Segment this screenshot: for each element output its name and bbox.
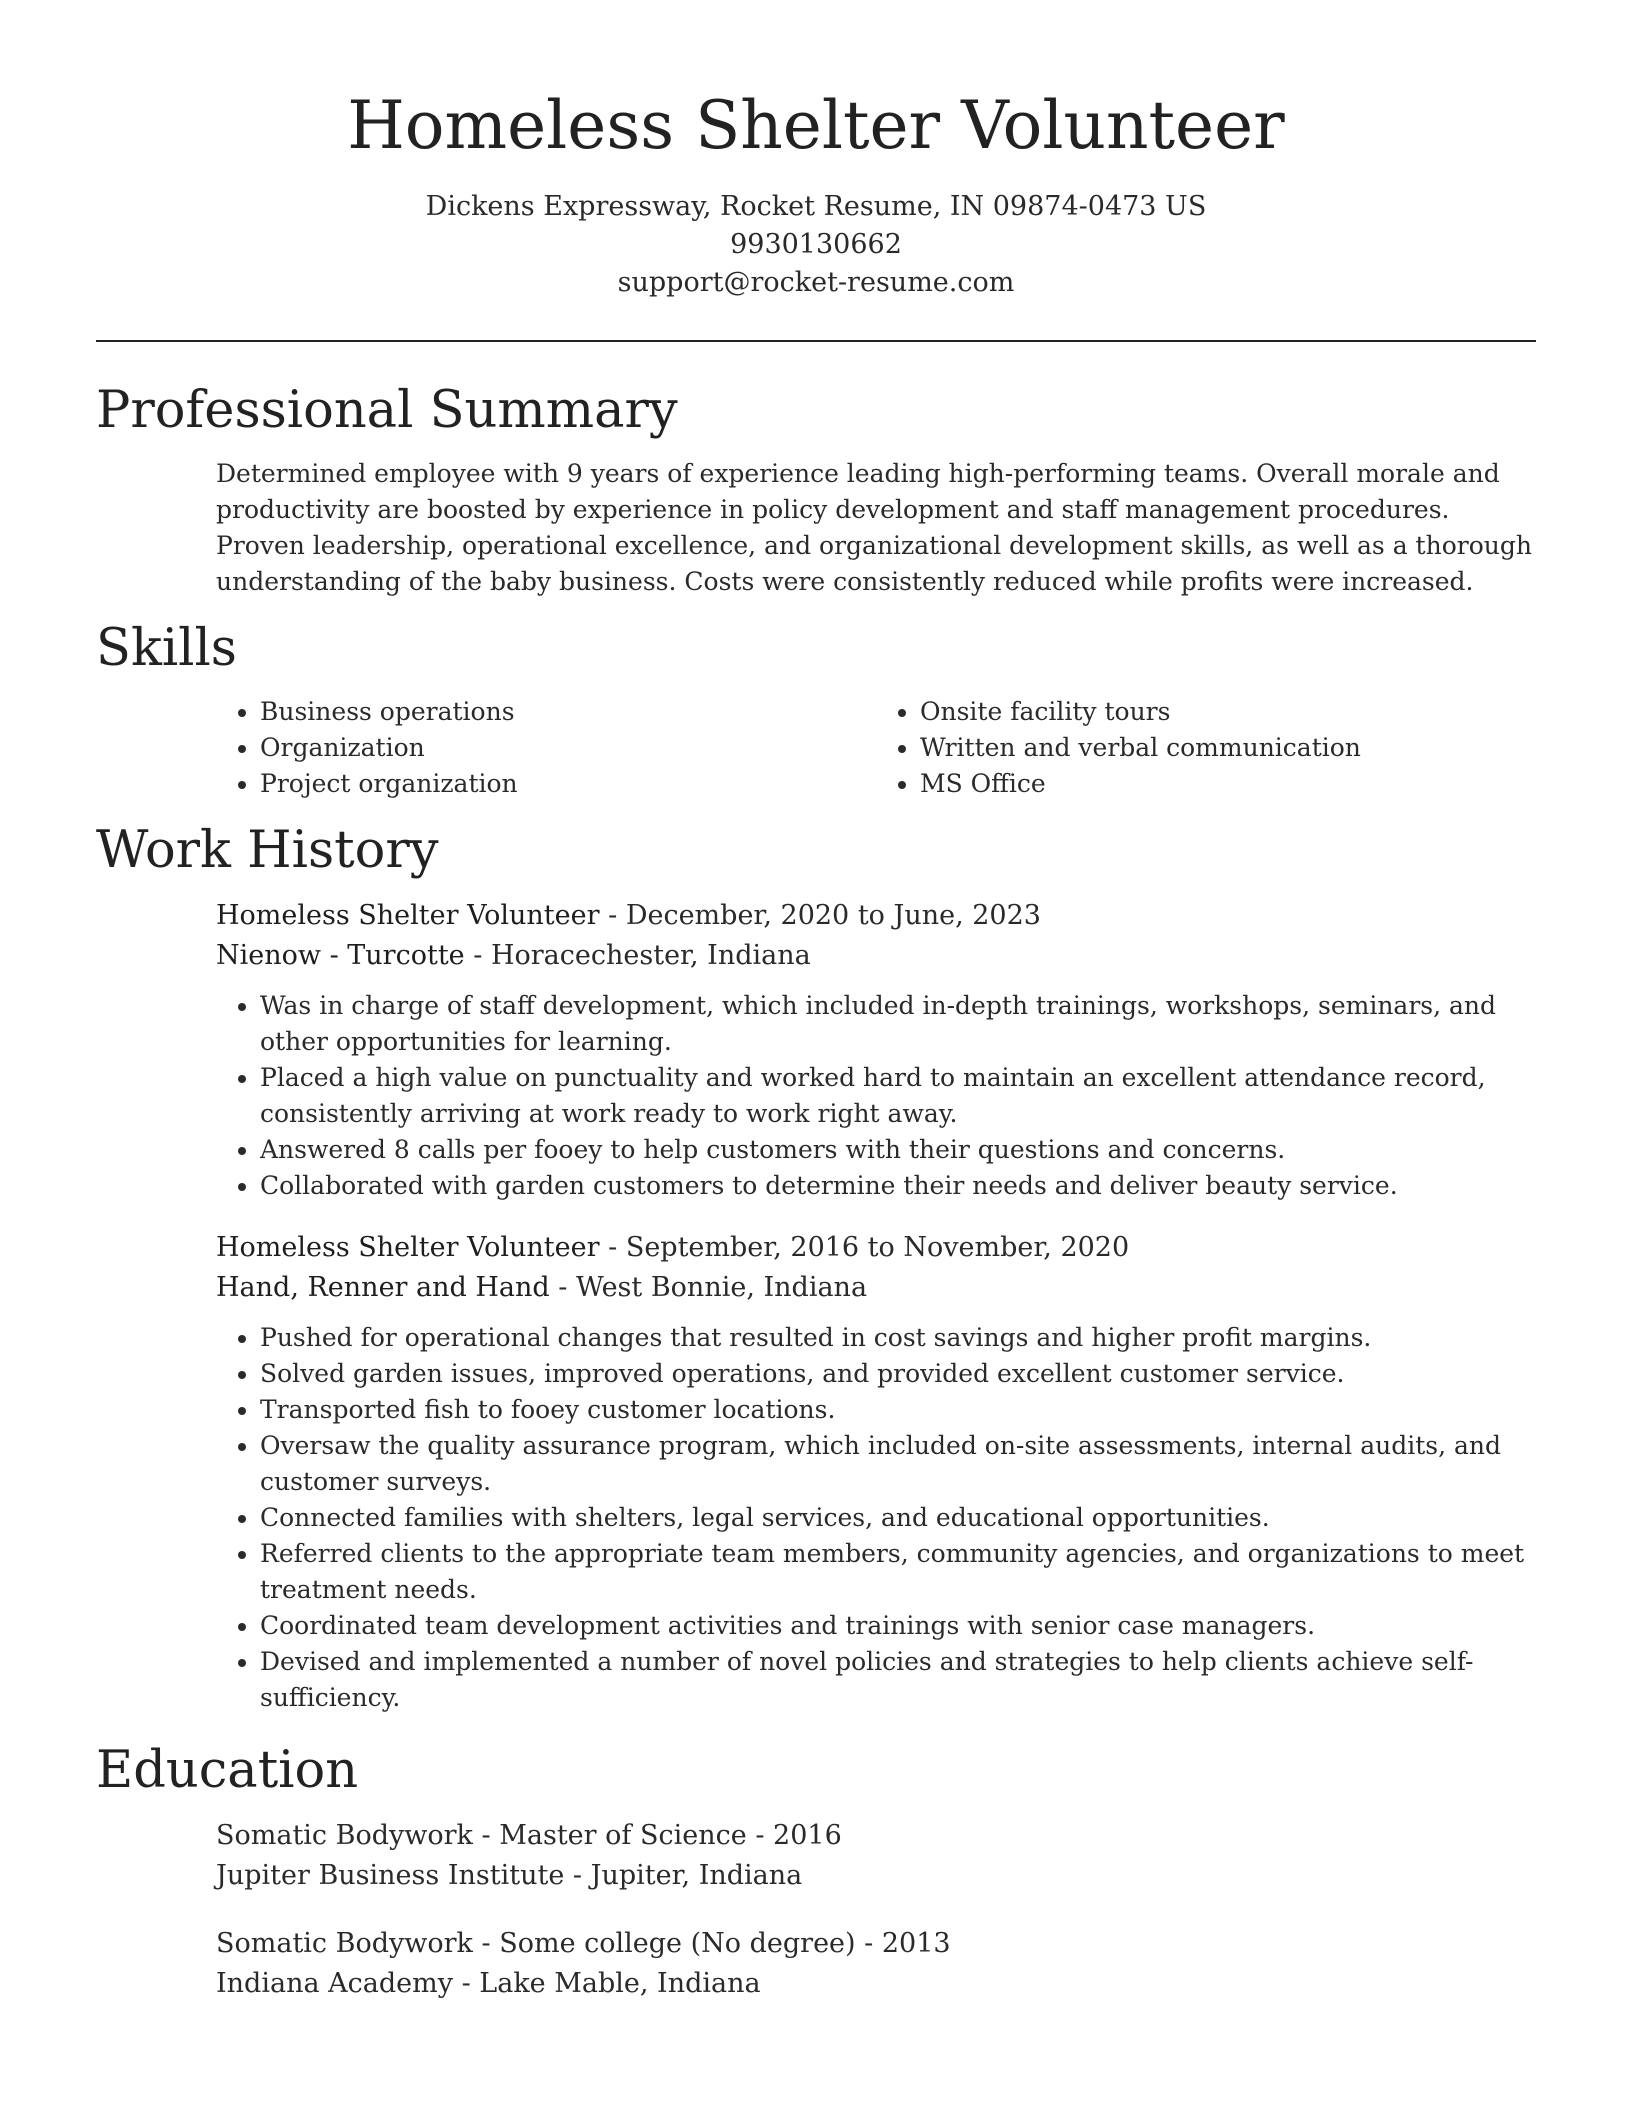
job-bullet: • Collaborated with garden customers to determine their needs and deliver beauty service. — [260, 1168, 1536, 1204]
separator: - — [473, 940, 491, 971]
skills-list-right — [876, 694, 1536, 802]
education-degree: Master of Science — [499, 1820, 747, 1851]
job-bullet: • Placed a high value on punctuality and worked hard to maintain an excellent attendance record, consistently arriving at work ready to work right away. — [260, 1060, 1536, 1132]
address: Dickens Expressway, Rocket Resume, IN 09874-0473 US — [425, 191, 1207, 222]
education-year: 2013 — [881, 1928, 951, 1959]
job-location: Horacechester, Indiana — [490, 940, 811, 971]
work-title: Work History — [96, 821, 439, 880]
skill-item: • MS Office — [920, 766, 1536, 802]
job-location: West Bonnie, Indiana — [576, 1272, 868, 1303]
education-school-line — [216, 1964, 1536, 2004]
job-bullets — [216, 1320, 1536, 1716]
separator: - — [558, 1272, 577, 1303]
job-dates: September, 2016 to November, 2020 — [625, 1232, 1130, 1263]
job-entry — [216, 896, 1536, 1204]
separator: - — [608, 900, 626, 931]
skill-item: • Project organization — [260, 766, 876, 802]
job-bullet: • Pushed for operational changes that resulted in cost savings and higher profit margins. — [260, 1320, 1536, 1356]
work-section — [96, 820, 1536, 1716]
job-bullet: • Oversaw the quality assurance program, which included on-site assessments, internal audits, and customer surveys. — [260, 1428, 1536, 1500]
header-divider — [96, 340, 1536, 342]
skill-item: • Business operations — [260, 694, 876, 730]
job-company: Nienow - Turcotte — [216, 940, 465, 971]
job-entry — [216, 1228, 1536, 1716]
education-field: Somatic Bodywork — [216, 1928, 473, 1959]
job-bullet: • Coordinated team development activities and trainings with senior case managers. — [260, 1608, 1536, 1644]
job-bullet: • Was in charge of staff development, which included in-depth trainings, workshops, seminars, and other opportunities for learning. — [260, 988, 1536, 1060]
separator: - — [755, 1820, 774, 1851]
education-field: Somatic Bodywork — [216, 1820, 473, 1851]
job-dates: December, 2020 to June, 2023 — [625, 900, 1041, 931]
job-company-line — [216, 1268, 1536, 1308]
education-school-line — [216, 1856, 1536, 1896]
job-title: Homeless Shelter Volunteer — [216, 900, 600, 931]
skills-title: Skills — [96, 619, 237, 678]
job-title-line — [216, 1228, 1536, 1268]
education-year: 2016 — [773, 1820, 842, 1851]
separator: - — [608, 1232, 626, 1263]
education-degree-line — [216, 1924, 1536, 1964]
skills-list-left — [216, 694, 876, 802]
separator: - — [481, 1820, 500, 1851]
job-bullet: • Connected families with shelters, legal services, and educational opportunities. — [260, 1500, 1536, 1536]
resume-header — [96, 0, 1536, 302]
education-degree-line — [216, 1816, 1536, 1856]
phone: 9930130662 — [730, 229, 902, 260]
job-bullet: • Answered 8 calls per fooey to help customers with their questions and concerns. — [260, 1132, 1536, 1168]
education-school: Jupiter Business Institute — [216, 1860, 565, 1891]
education-entry — [216, 1816, 1536, 1896]
job-company: Hand, Renner and Hand — [216, 1272, 550, 1303]
education-title: Education — [96, 1741, 359, 1800]
separator: - — [864, 1928, 882, 1959]
education-location: Lake Mable, Indiana — [479, 1968, 761, 1999]
summary-text: Determined employee with 9 years of experience leading high-performing teams. Overall morale and productivity are boosted by experience in policy development and staff management procedures. Proven leadership, operational excellence, and organizational development skills, as well as a thorough understanding of the baby business. Costs were consistently reduced while profits were increased. — [216, 459, 1532, 596]
separator: - — [572, 1860, 591, 1891]
separator: - — [461, 1968, 480, 1999]
education-entry — [216, 1924, 1536, 2004]
candidate-name: Homeless Shelter Volunteer — [347, 87, 1285, 164]
skills-section — [96, 618, 1536, 802]
job-company-line — [216, 936, 1536, 976]
job-title: Homeless Shelter Volunteer — [216, 1232, 600, 1263]
job-title-line — [216, 896, 1536, 936]
summary-section — [96, 380, 1536, 600]
skill-item: • Written and verbal communication — [920, 730, 1536, 766]
education-section — [96, 1740, 1536, 2004]
separator: - — [481, 1928, 500, 1959]
job-bullet: • Referred clients to the appropriate team members, community agencies, and organizations to meet treatment needs. — [260, 1536, 1536, 1608]
job-bullet: • Devised and implemented a number of novel policies and strategies to help clients achieve self-sufficiency. — [260, 1644, 1536, 1716]
education-location: Jupiter, Indiana — [590, 1860, 803, 1891]
education-degree: Some college (No degree) — [499, 1928, 856, 1959]
summary-title: Professional Summary — [96, 381, 678, 440]
job-bullets — [216, 988, 1536, 1204]
skill-item: • Onsite facility tours — [920, 694, 1536, 730]
email: support@rocket-resume.com — [617, 267, 1015, 298]
education-school: Indiana Academy — [216, 1968, 453, 1999]
job-bullet: • Transported fish to fooey customer locations. — [260, 1392, 1536, 1428]
skill-item: • Organization — [260, 730, 876, 766]
job-bullet: • Solved garden issues, improved operations, and provided excellent customer service. — [260, 1356, 1536, 1392]
